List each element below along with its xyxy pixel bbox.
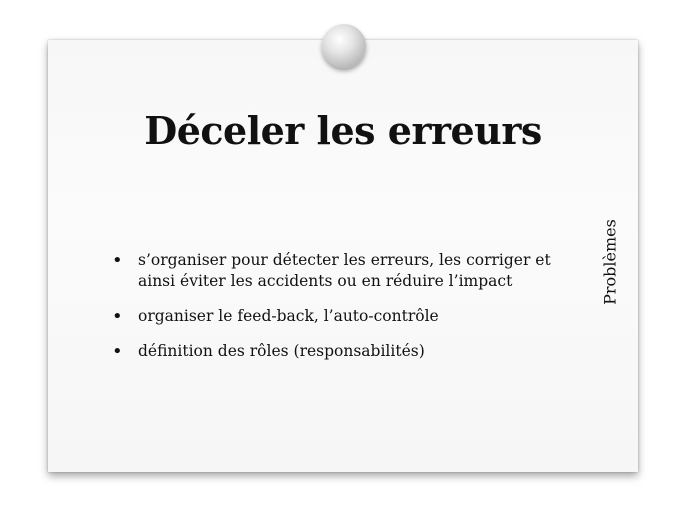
section-label: Problèmes <box>600 219 620 305</box>
bullet-icon: • <box>112 341 123 362</box>
bullet-icon: • <box>112 250 123 271</box>
slide-title: Déceler les erreurs <box>144 108 542 153</box>
list-item <box>100 306 570 327</box>
bullet-text: définition des rôles (responsabilités) <box>138 342 425 360</box>
list-item <box>100 250 570 292</box>
bullet-icon: • <box>112 306 123 327</box>
list-item <box>100 341 570 362</box>
bullet-list <box>100 250 570 376</box>
pushpin-icon <box>322 24 366 68</box>
bullet-text: organiser le feed-back, l’auto-contrôle <box>138 307 439 325</box>
bullet-text: s’organiser pour détecter les erreurs, les corriger et ainsi éviter les accidents ou en réduire l’impact <box>138 251 551 290</box>
